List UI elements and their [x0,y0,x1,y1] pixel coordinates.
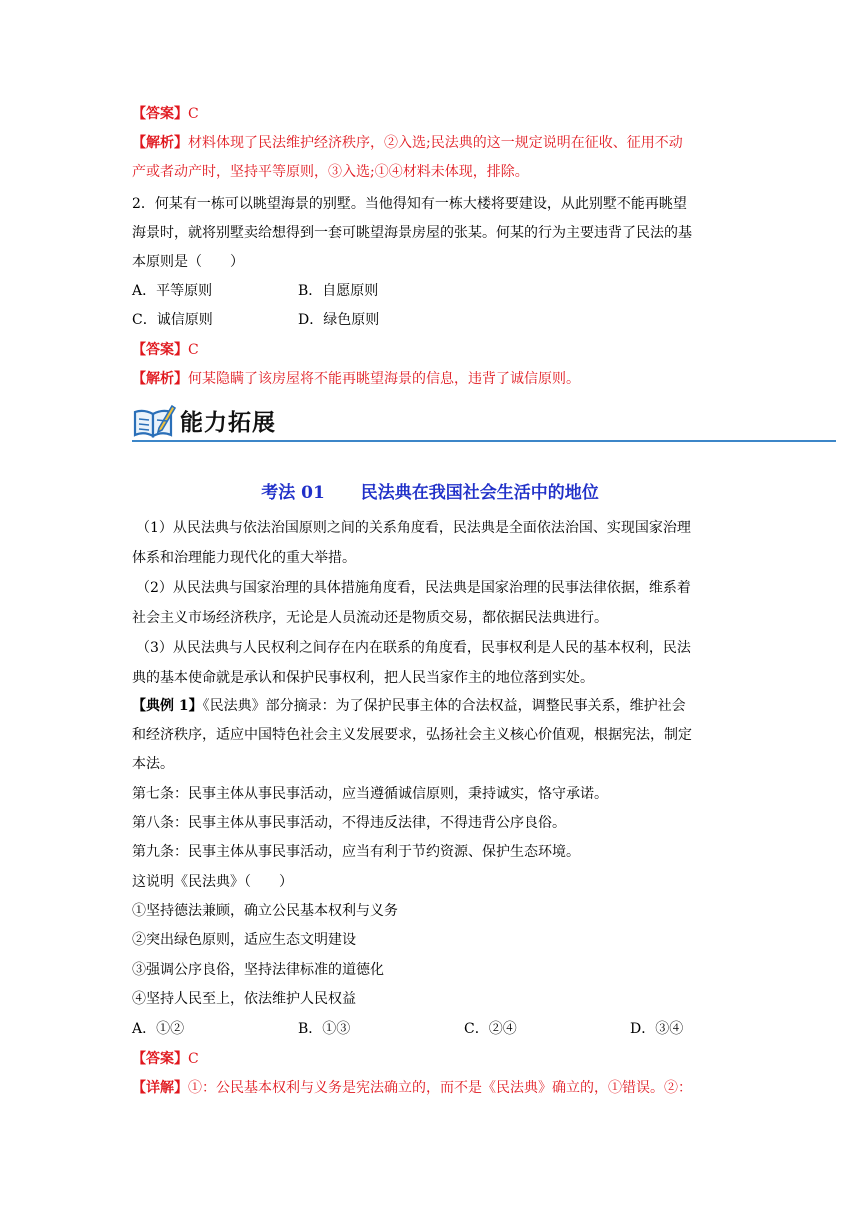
statement-2: ②突出绿色原则，适应生态文明建设 [132,932,356,948]
kaofa-number: 考法 01 [261,483,325,503]
answer-label: 【答案】 [132,1051,188,1067]
q2-stem-line3: 本原则是（ ） [132,254,244,270]
book-pencil-icon [132,402,176,440]
point2-line1: （2）从民法典与国家治理的具体措施角度看，民法典是国家治理的民事法律依据，维系着 [136,580,691,596]
article-8: 第八条：民事主体从事民事活动，不得违反法律，不得违背公序良俗。 [132,815,566,831]
answer-value: C [188,342,199,358]
q1-analysis-line1 [132,133,683,153]
example1-option-a: A．①② [132,1021,185,1037]
q2-answer [132,340,199,360]
example1-option-d: D．③④ [630,1021,684,1037]
answer-value: C [188,1051,199,1067]
example-text: 《民法典》部分摘录：为了保护民事主体的合法权益，调整民事关系，维护社会 [202,698,686,714]
kaofa-title: 民法典在我国社会生活中的地位 [360,483,599,503]
point3-line1: （3）从民法典与人民权利之间存在内在联系的角度看，民事权利是人民的基本权利，民法 [136,640,691,656]
example1-option-b: B．①③ [298,1021,351,1037]
q1-analysis-line2: 产或者动产时，坚持平等原则，③入选;①④材料未体现，排除。 [132,164,529,180]
example1-answer [132,1049,199,1069]
section-rule [132,440,836,442]
point1-line2: 体系和治理能力现代化的重大举措。 [132,550,356,566]
example1-option-c: C．②④ [464,1021,517,1037]
example1-line1 [132,696,686,716]
answer-label: 【答案】 [132,342,188,358]
answer-value: C [188,106,199,122]
q1-answer [132,104,199,124]
q2-option-b: B．自愿原则 [298,283,379,299]
article-7: 第七条：民事主体从事民事活动，应当遵循诚信原则，秉持诚实，恪守承诺。 [132,786,608,802]
q2-option-c: C．诚信原则 [132,312,213,328]
q2-stem-line2: 海景时，就将别墅卖给想得到一套可眺望海景房屋的张某。何某的行为主要违背了民法的基 [132,225,692,241]
statement-1: ①坚持德法兼顾，确立公民基本权利与义务 [132,903,398,919]
detail-text: ①：公民基本权利与义务是宪法确立的，而不是《民法典》确立的，①错误。②： [188,1080,692,1096]
article-9: 第九条：民事主体从事民事活动，应当有利于节约资源、保护生态环境。 [132,844,580,860]
example1-question: 这说明《民法典》（ ） [132,874,293,890]
point3-line2: 典的基本使命就是承认和保护民事权利，把人民当家作主的地位落到实处。 [132,670,594,686]
example1-line3: 本法。 [132,756,174,772]
kaofa-heading [0,482,860,504]
analysis-text: 何某隐瞒了该房屋将不能再眺望海景的信息，违背了诚信原则。 [188,371,580,387]
example-label: 【典例 1】 [132,698,203,714]
example1-line2: 和经济秩序，适应中国特色社会主义发展要求，弘扬社会主义核心价值观，根据宪法，制定 [132,727,692,743]
q2-stem-line1: 2．何某有一栋可以眺望海景的别墅。当他得知有一栋大楼将要建设，从此别墅不能再眺望 [132,196,687,212]
q2-analysis [132,369,580,389]
analysis-label: 【解析】 [132,135,188,151]
q2-option-a: A．平等原则 [132,283,213,299]
statement-3: ③强调公序良俗，坚持法律标准的道德化 [132,962,384,978]
point2-line2: 社会主义市场经济秩序，无论是人员流动还是物质交易，都依据民法典进行。 [132,610,608,626]
analysis-label: 【解析】 [132,371,188,387]
answer-label: 【答案】 [132,106,188,122]
section-header [132,400,836,444]
point1-line1: （1）从民法典与依法治国原则之间的关系角度看，民法典是全面依法治国、实现国家治理 [136,520,691,536]
section-title: 能力拓展 [180,410,276,436]
analysis-text: 材料体现了民法维护经济秩序，②入选;民法典的这一规定说明在征收、征用不动 [188,135,683,151]
statement-4: ④坚持人民至上，依法维护人民权益 [132,991,356,1007]
detail-label: 【详解】 [132,1080,188,1096]
q2-option-d: D．绿色原则 [298,312,380,328]
example1-detail [132,1078,692,1098]
